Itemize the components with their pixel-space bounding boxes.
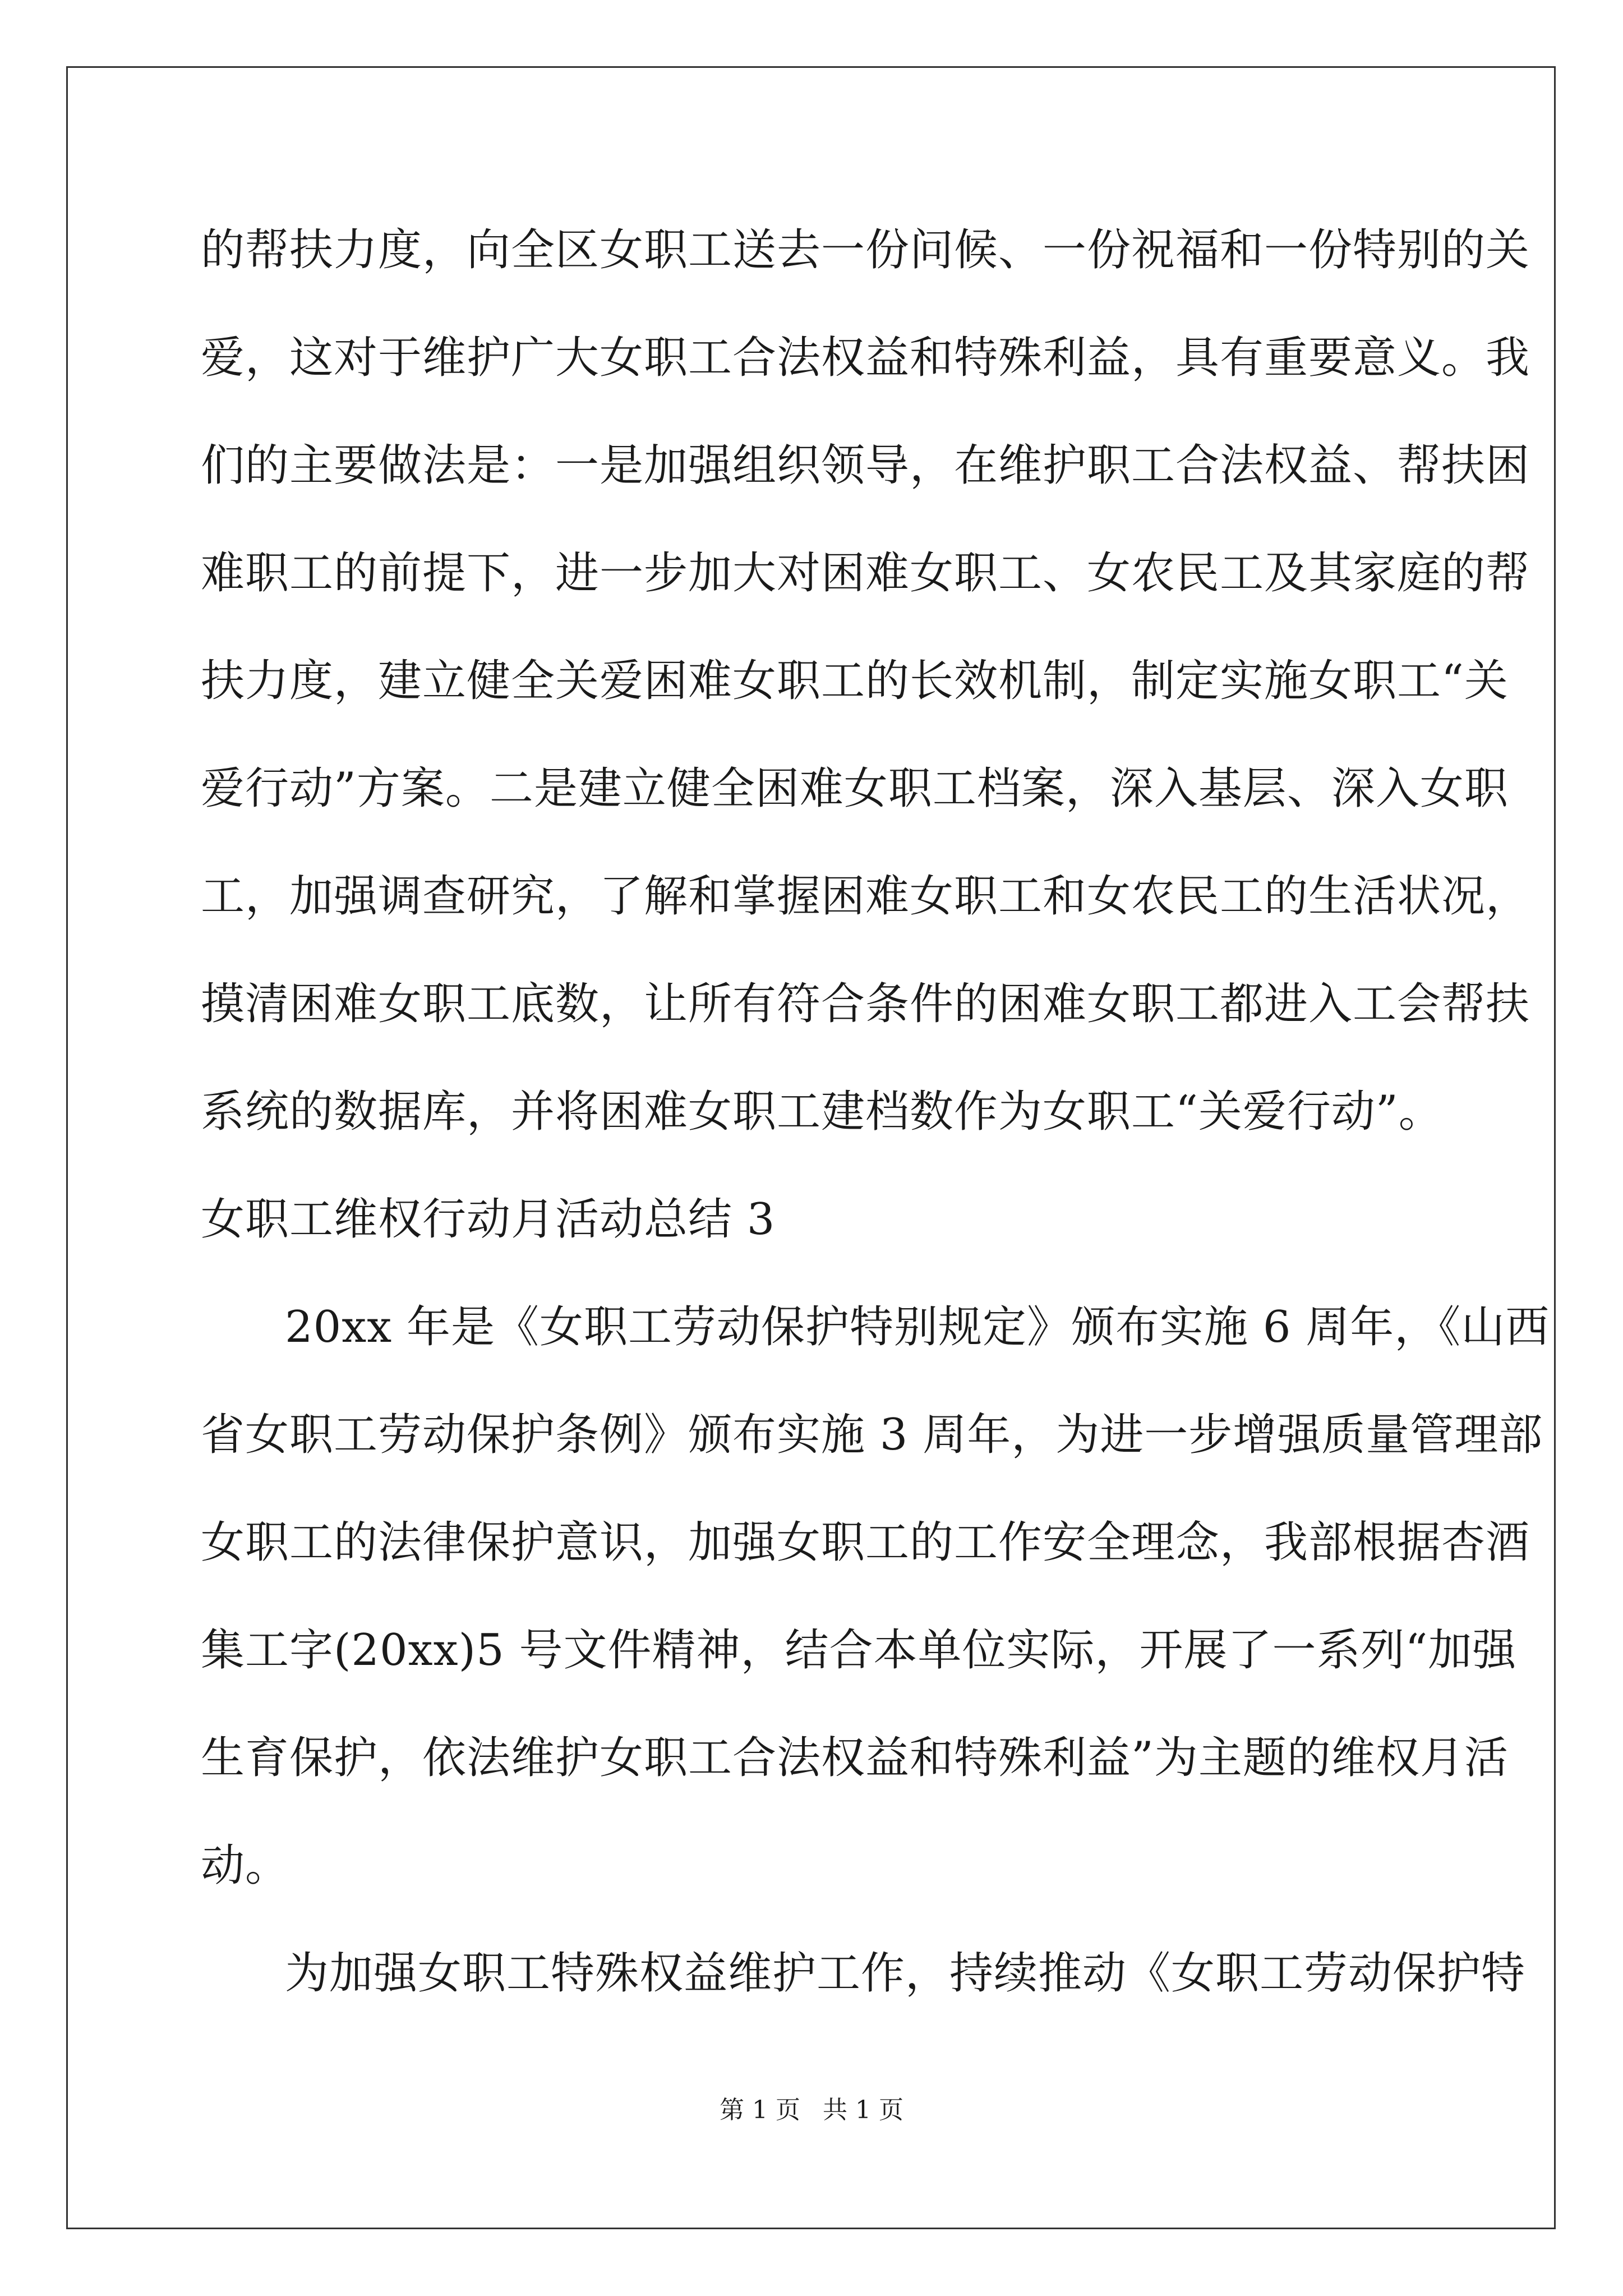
body-line-3: 们的主要做法是：一是加强组织领导，在维护职工合法权益、帮扶困 bbox=[201, 440, 1530, 491]
section-heading: 女职工维权行动月活动总结 3 bbox=[201, 1194, 776, 1245]
body-line-13: 女职工的法律保护意识，加强女职工的工作安全理念，我部根据杏酒 bbox=[201, 1517, 1530, 1568]
body-line-17: 为加强女职工特殊权益维护工作，持续推动《女职工劳动保护特 bbox=[285, 1948, 1526, 1999]
body-line-1: 的帮扶力度，向全区女职工送去一份问候、一份祝福和一份特别的关 bbox=[201, 225, 1530, 275]
body-line-5: 扶力度，建立健全关爱困难女职工的长效机制，制定实施女职工“关 bbox=[201, 656, 1509, 706]
body-line-12: 省女职工劳动保护条例》颁布实施 3 周年，为进一步增强质量管理部 bbox=[201, 1410, 1543, 1460]
body-line-16: 动。 bbox=[201, 1841, 290, 1891]
body-line-9: 系统的数据库，并将困难女职工建档数作为女职工“关爱行动”。 bbox=[201, 1087, 1443, 1137]
body-line-11: 20xx 年是《女职工劳动保护特别规定》颁布实施 6 周年，《山西 bbox=[285, 1302, 1550, 1352]
body-line-6: 爱行动”方案。二是建立健全困难女职工档案，深入基层、深入女职 bbox=[201, 763, 1509, 814]
body-line-4: 难职工的前提下，进一步加大对困难女职工、女农民工及其家庭的帮 bbox=[201, 548, 1530, 599]
page-number: 第 1 页 bbox=[720, 2096, 800, 2124]
body-line-2: 爱，这对于维护广大女职工合法权益和特殊利益，具有重要意义。我 bbox=[201, 333, 1530, 383]
body-line-8: 摸清困难女职工底数，让所有符合条件的困难女职工都进入工会帮扶 bbox=[201, 979, 1530, 1029]
body-line-14: 集工字(20xx)5 号文件精神，结合本单位实际，开展了一系列“加强 bbox=[201, 1625, 1517, 1676]
body-line-15: 生育保护，依法维护女职工合法权益和特殊利益”为主题的维权月活 bbox=[201, 1733, 1509, 1783]
page-footer bbox=[0, 2093, 1623, 2127]
document-body bbox=[201, 205, 1550, 2036]
page-total: 共 1 页 bbox=[823, 2096, 903, 2124]
body-line-7: 工，加强调查研究，了解和掌握困难女职工和女农民工的生活状况， bbox=[201, 871, 1530, 922]
